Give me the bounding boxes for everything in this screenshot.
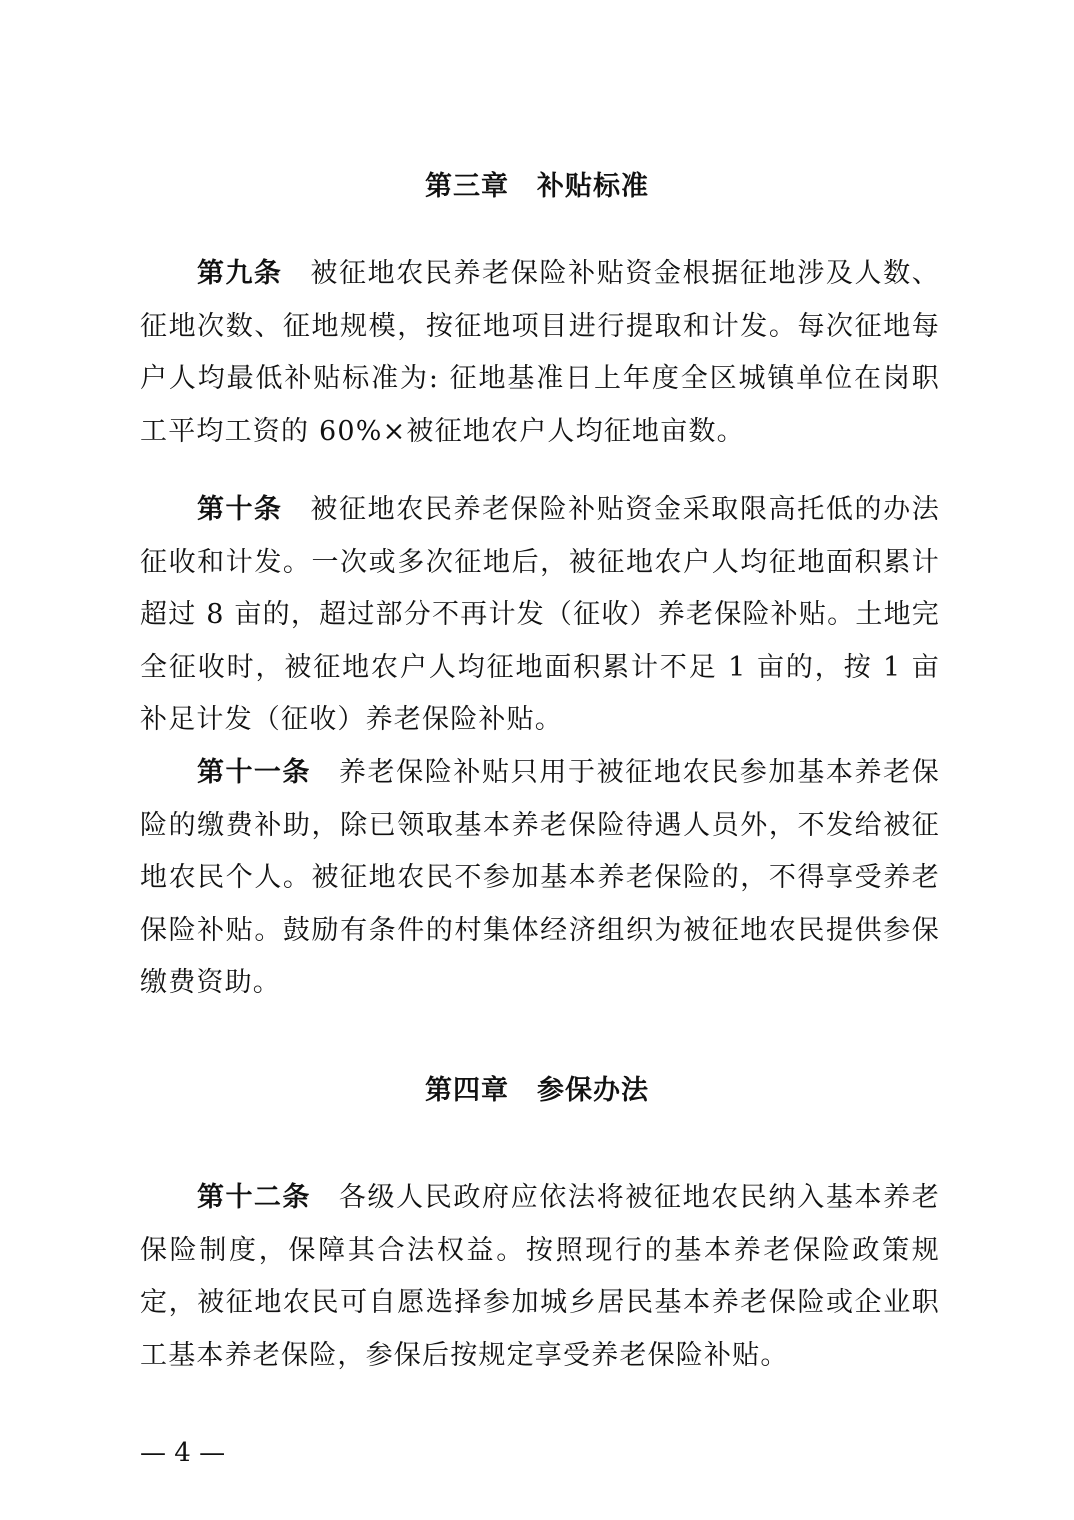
article-11 bbox=[140, 747, 940, 1010]
page-number: — 4 — bbox=[140, 1438, 226, 1468]
article-12-text: 各级人民政府应依法将被征地农民纳入基本养老保险制度，保障其合法权益。按照现行的基本养老保险政策规定，被征地农民可自愿选择参加城乡居民基本养老保险或企业职工基本养老保险，参保后按规定享受养老保险补贴。 bbox=[140, 1182, 941, 1371]
article-9-text: 被征地农民养老保险补贴资金根据征地涉及人数、征地次数、征地规模，按征地项目进行提取和计发。每次征地每户人均最低补贴标准为: 征地基准日上年度全区城镇单位在岗职工平均工资的 60%×被征地农户人均征地亩数。 bbox=[140, 258, 940, 447]
article-12-label: 第十二条 bbox=[197, 1182, 311, 1213]
chapter-4-title: 第四章 参保办法 bbox=[425, 1075, 649, 1106]
article-10-label: 第十条 bbox=[197, 494, 283, 525]
article-10-text: 被征地农民养老保险补贴资金采取限高托低的办法征收和计发。一次或多次征地后，被征地农户人均征地面积累计超过 8 亩的，超过部分不再计发（征收）养老保险补贴。土地完全征收时，被征地农户人均征地面积累计不足 1 亩的，按 1 亩补足计发（征收）养老保险补贴。 bbox=[140, 494, 940, 736]
chapter-3-title: 第三章 补贴标准 bbox=[425, 171, 649, 202]
article-9 bbox=[140, 248, 940, 458]
article-12 bbox=[140, 1172, 940, 1382]
article-9-label: 第九条 bbox=[197, 258, 283, 289]
article-10 bbox=[140, 484, 940, 747]
article-11-text: 养老保险补贴只用于被征地农民参加基本养老保险的缴费补助，除已领取基本养老保险待遇人员外，不发给被征地农民个人。被征地农民不参加基本养老保险的，不得享受养老保险补贴。鼓励有条件的村集体经济组织为被征地农民提供参保缴费资助。 bbox=[140, 757, 941, 999]
article-11-label: 第十一条 bbox=[197, 757, 311, 788]
